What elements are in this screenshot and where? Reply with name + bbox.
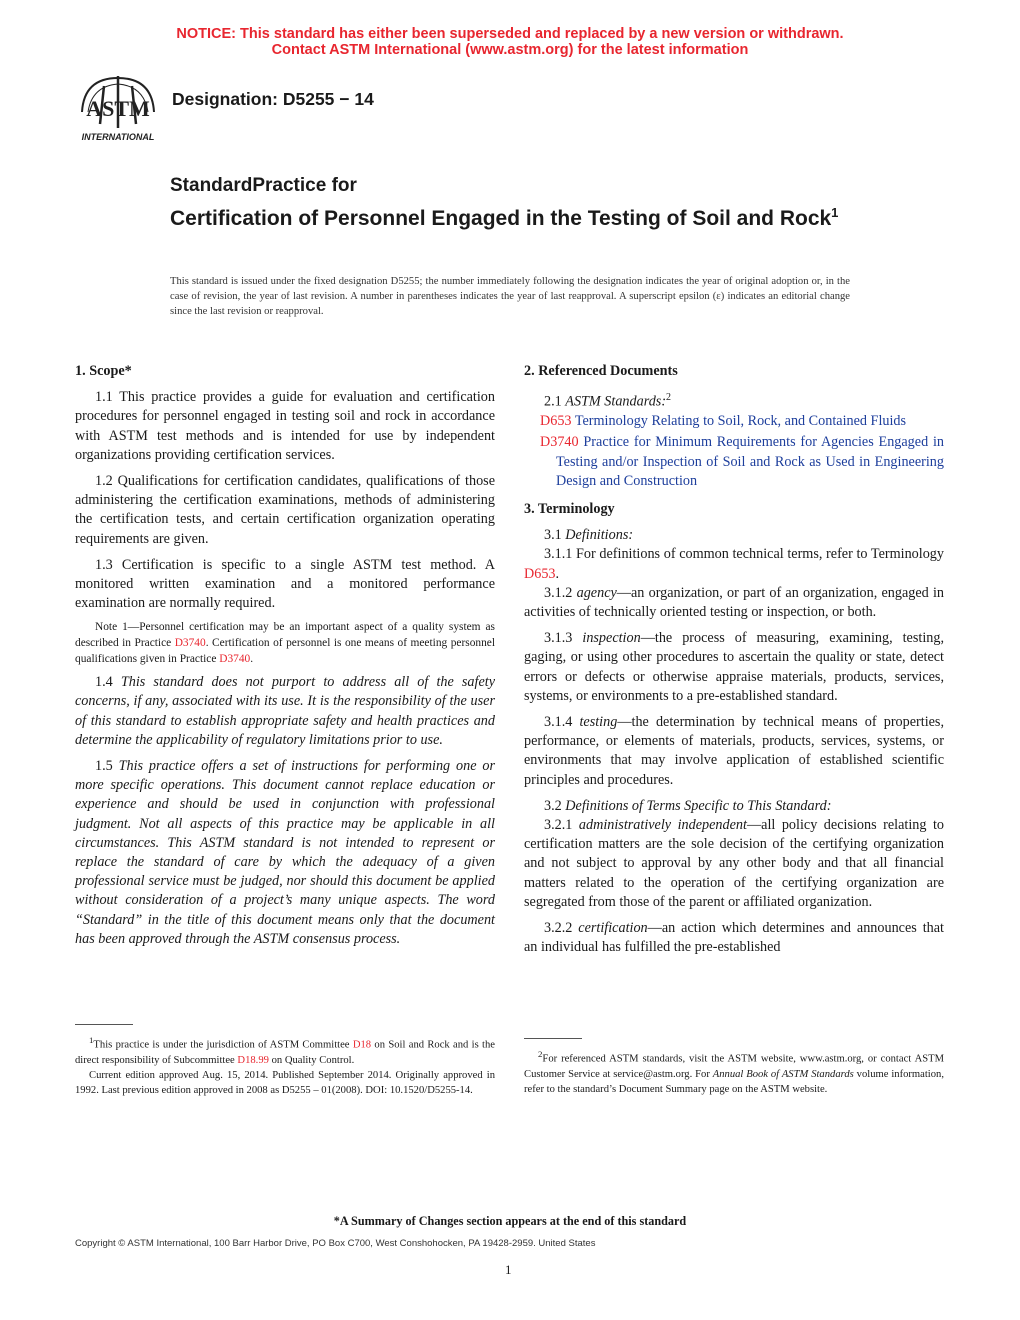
para-3-1-3 [524,629,944,706]
para-1-3: 1.3 Certification is specific to a single ASTM test method. A monitored written examination and a monitored performance examination are normally required. [75,556,495,612]
logo-text: ASTM [86,96,150,121]
astm-logo-icon [74,72,162,144]
astm-logo [74,72,162,144]
para-3-1-text: Definitions: [565,527,634,544]
note-1-text-c: . [250,652,254,665]
para-3-1-3-text: —the process of measuring, examining, testing, gaging, or using other procedures to ascertain the quality or state, detect errors or defects or otherwise appraise materials, products, services, systems, or environments to a pre-established standard. [524,630,944,704]
page-number: 1 [505,1262,512,1277]
para-3-2 [524,797,944,816]
para-1-2: 1.2 Qualifications for certification candidates, qualifications of those administering the certification examinations, methods of administering the certification tests, and certain certification organization operating requirements are given. [75,473,495,547]
para-1-4 [75,673,495,750]
note-1-link-d3740-2[interactable]: D3740 [219,652,251,665]
para-1-4-num: 1.4 [95,674,121,691]
ref-code-d653[interactable]: D653 [540,413,572,430]
para-3-1-1-text-a: 3.1.1 For definitions of common technical terms, refer to Terminology [544,546,944,563]
footnote-1-text-b: on Soil and Rock and is the direct responsibility of Subcommittee [75,1039,496,1066]
note-1-text-b: . Certification of personnel is one means of meeting personnel qualifications given in Practice [75,637,495,665]
footnote-1-link-d18[interactable]: D18 [352,1039,372,1051]
footnote-1-para-2: Current edition approved Aug. 15, 2014. Published September 2014. Originally approved in 1992. Last previous edition approved in 2008 as D5255 – 01(2008). DOI: 10.1520/D5255-14. [75,1069,495,1096]
footnote-2-mark: 2 [538,1049,543,1059]
para-3-2-num: 3.2 [544,797,566,814]
para-3-2-2 [524,919,944,957]
para-3-1-4-num: 3.1.4 [544,713,580,730]
para-3-2-2-text: —an action which determines and announces that an individual has fulfilled the pre-established [524,920,944,956]
para-3-1 [524,526,944,545]
para-1-5-text: This practice offers a set of instructions for performing one or more specific operations. This document cannot replace education or experience and should be used in conjunction with professional judgment. Not all aspects of this practice may be applicable in all circumstances. This ASTM standard is not intended to represent or replace the standard of care by which the adequacy of a given professional service must be judged, nor should this document be applied without consideration of a project’s many unique aspects. The word “Standard” in the title of this document means only that the document has been approved through the ASTM consensus process. [75,758,495,947]
ref-title-d653[interactable]: Terminology Relating to Soil, Rock, and Contained Fluids [571,413,907,430]
page-title [170,199,850,232]
copyright: Copyright © ASTM International, 100 Barr Harbor Drive, PO Box C700, West Conshohocken, PA 19428-2959. United States [75,1238,596,1249]
para-3-1-1 [524,545,944,583]
title-main-text: Certification of Personnel Engaged in the Testing of Soil and Rock [170,207,832,230]
right-column [524,362,944,964]
para-3-1-num: 3.1 [544,527,566,544]
notice-line-2: Contact ASTM International (www.astm.org) for the latest information [271,42,749,58]
footnote-2-italic: Annual Book of ASTM Standards [712,1068,854,1080]
para-2-1-text: ASTM Standards: [565,393,667,410]
footnote-2-text-b: volume information, refer to the standard’s Document Summary page on the ASTM website. [524,1068,944,1095]
para-3-2-2-num: 3.2.2 [544,920,579,937]
para-3-2-1 [524,816,944,912]
notice-line-1: NOTICE: This standard has either been superseded and replaced by a new version or withdrawn. [176,26,844,42]
terminology-heading: 3. Terminology [524,500,615,517]
summary-note: *A Summary of Changes section appears at the end of this standard [333,1214,687,1228]
para-3-2-1-term: administratively independent [578,817,747,833]
footnote-1 [75,1033,495,1098]
para-3-2-1-text: —all policy decisions relating to certification matters are the sole decision of the certifying organization and not subject to approval by any other body and that all financial matters related to the operation of the certifying organization are segregated from those of the parent or affiliated organization. [524,817,945,910]
refdocs-heading: 2. Referenced Documents [524,363,678,379]
para-3-1-4-text: —the determination by technical means of properties, performance, or elements of materials, products, services, systems, or environments that may involve application of established scientific principles and procedures. [524,713,944,788]
footnote-rule-right [524,1038,582,1039]
para-3-2-text: Definitions of Terms Specific to This Standard: [565,797,832,814]
para-1-1: 1.1 This practice provides a guide for evaluation and certification procedures for personnel engaged in testing soil and rock in accordance with ASTM test methods and is intended for use by independent organizations providing certification services. [75,389,495,463]
footnote-1-mark: 1 [89,1035,94,1045]
para-2-1-mark: 2 [666,392,672,404]
ref-item-d653[interactable] [524,412,944,431]
footnote-2 [524,1047,944,1097]
para-3-1-1-link-d653[interactable]: D653 [524,565,556,582]
para-1-4-text: This standard does not purport to address all of the safety concerns, if any, associated with its use. It is the responsibility of the user of this standard to establish appropriate safety and health practices and determine the applicability of regulatory limitations prior to use. [75,674,495,748]
title-footnote-mark: 1 [831,205,839,220]
para-3-1-2 [524,584,944,622]
para-1-5 [75,757,495,949]
ref-code-d3740[interactable]: D3740 [540,434,579,451]
para-3-1-4-term: testing [579,713,618,730]
ref-item-d3740[interactable] [524,433,944,491]
para-1-5-num: 1.5 [95,758,119,775]
para-3-2-1-num: 3.2.1 [544,817,579,833]
footnote-2-text-a: For referenced ASTM standards, visit the ASTM website, www.astm.org, or contact ASTM Customer Service at service@astm.org. For [524,1053,944,1080]
para-3-1-2-term: agency [576,584,617,601]
left-column [75,362,495,956]
para-3-1-2-text: —an organization, or part of an organization, engaged in activities of technically oriented testing or inspection, or both. [524,584,944,620]
note-1-link-d3740[interactable]: D3740 [174,637,206,650]
para-3-1-2-num: 3.1.2 [544,584,577,601]
para-2-1-num: 2.1 [544,393,566,410]
issued-note: This standard is issued under the fixed designation D5255; the number immediately following the designation indicates the year of original adoption or, in the case of revision, the year of last revision. A number in parentheses indicates the year of last reapproval. A superscript epsilon (ε) indicates an editorial change since the last revision or reapproval. [170,276,850,317]
para-3-1-4 [524,713,944,790]
note-1-text-a: Note 1—Personnel certification may be an important aspect of a quality system as described in Practice [75,621,495,650]
para-3-1-3-num: 3.1.3 [544,630,583,647]
right-footnotes [524,1038,944,1097]
designation: Designation: D5255 − 14 [172,89,374,109]
para-2-1 [524,388,944,412]
footnote-rule-left [75,1024,133,1025]
title-line-1: StandardPractice for [170,175,357,196]
ref-title-d3740[interactable]: Practice for Minimum Requirements for Agencies Engaged in Testing and/or Inspection of Soil and Rock as Used in Engineering Design and Construction [556,434,944,489]
note-1 [75,620,495,667]
footnote-1-text-c: on Quality Control. [268,1054,355,1066]
para-3-1-3-term: inspection [582,630,641,647]
para-3-2-2-term: certification [578,920,648,937]
footnote-1-text-a: This practice is under the jurisdiction of ASTM Committee [93,1039,353,1051]
left-footnotes [75,1024,495,1098]
scope-heading: 1. Scope* [75,363,132,379]
footnote-1-link-d18-99[interactable]: D18.99 [237,1054,269,1066]
logo-subtext: INTERNATIONAL [81,132,155,142]
para-3-1-1-text-b: . [555,565,560,582]
